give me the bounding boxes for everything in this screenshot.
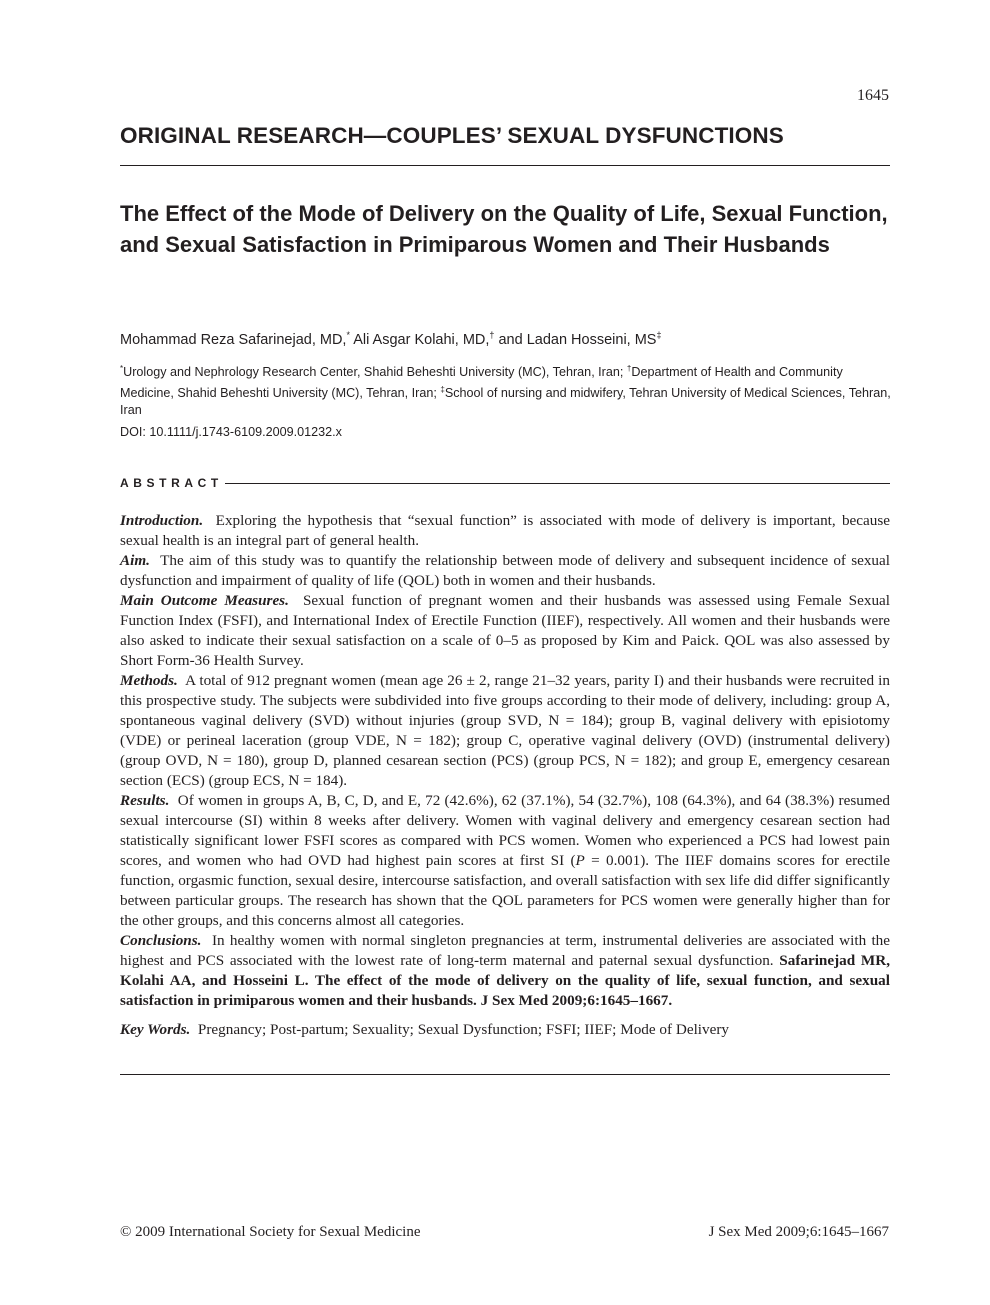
section-lead: Conclusions. <box>120 932 202 949</box>
section-text: Exploring the hypothesis that “sexual function” is associated with mode of delivery is important, because sexual health is an integral part of general health. <box>120 512 891 549</box>
abstract-end-divider <box>120 1074 890 1075</box>
abstract-label: ABSTRACT <box>120 476 223 490</box>
doi: DOI: 10.1111/j.1743-6109.2009.01232.x <box>120 425 342 439</box>
abstract-main-outcome-measures <box>120 591 890 671</box>
section-text: Sexual function of pregnant women and their husbands was assessed using Female Sexual Function Index (FSFI), and International Index of Erectile Function (IIEF), respectively. All women and their husbands were also asked to indicate their sexual satisfaction on a scale of 0–5 as proposed by Kim and Paick. QOL was also assessed by Short Form-36 Health Survey. <box>120 592 891 669</box>
section-lead: Results. <box>120 792 170 809</box>
affiliation-mark: ‡ <box>656 330 662 340</box>
p-value-symbol: P <box>575 852 585 869</box>
keywords-text: Pregnancy; Post-partum; Sexuality; Sexual Dysfunction; FSFI; IIEF; Mode of Delivery <box>197 1021 730 1038</box>
section-text: A total of 912 pregnant women (mean age 26 ± 2, range 21–32 years, parity I) and their husbands were recruited in this prospective study. The subjects were subdivided into five groups according to their mode of delivery, including: group A, spontaneous vaginal delivery (SVD) without injuries (group SVD, N = 184); group B, vaginal delivery with episiotomy (VDE) or perineal laceration (group VDE, N = 182); group C, operative vaginal delivery (OVD) (instrumental delivery) (group OVD, N = 180), group D, planned cesarean section (PCS) (group PCS, N = 182); and group E, emergency cesarean section (ECS) (group ECS, N = 184). <box>120 672 890 789</box>
affiliation-text: Urology and Nephrology Research Center, Shahid Beheshti University (MC), Tehran, Iran; <box>123 365 624 379</box>
section-divider <box>120 165 890 166</box>
section-title: ORIGINAL RESEARCH—COUPLES’ SEXUAL DYSFUNCTIONS <box>120 123 784 148</box>
section-lead: Methods. <box>120 672 178 689</box>
abstract-heading-rule <box>225 483 890 484</box>
author-name: Ladan Hosseini, MS <box>526 332 657 348</box>
affiliations <box>120 360 892 419</box>
abstract-methods <box>120 671 890 791</box>
affiliation-text: Department of Health and Community Medicine, Shahid Beheshti University (MC), Tehran, Iran; <box>120 365 843 400</box>
copyright-notice: © 2009 International Society for Sexual Medicine <box>120 1224 421 1240</box>
affiliation-text: School of nursing and midwifery, Tehran University of Medical Sciences, Tehran, Iran <box>120 386 891 417</box>
citation: Safarinejad MR, Kolahi AA, and Hosseini L. The effect of the mode of delivery on the quality of life, sexual function, and sexual satisfaction in primiparous women and their husbands. J Sex Med 2009;6:1645–1667. <box>120 952 891 1009</box>
section-text: = 0.001). The IIEF domains scores for erectile function, orgasmic function, sexual desire, intercourse satisfaction, and overall satisfaction with sex life did differ significantly between particular groups. The research has shown that the QOL parameters for PCS women were generally higher than for the other groups, and this concerns almost all categories. <box>120 852 891 929</box>
abstract-introduction <box>120 511 890 551</box>
page-number: 1645 <box>857 87 889 104</box>
keywords-label: Key Words. <box>120 1021 191 1038</box>
section-lead: Main Outcome Measures. <box>120 592 289 609</box>
abstract-results <box>120 791 890 931</box>
article-title: The Effect of the Mode of Delivery on the Quality of Life, Sexual Function, and Sexual Satisfaction in Primiparous Women and Their Husbands <box>120 201 888 257</box>
affiliation-mark: † <box>626 364 632 373</box>
abstract-conclusions <box>120 931 890 1011</box>
section-lead: Introduction. <box>120 512 204 529</box>
abstract-aim <box>120 551 890 591</box>
affiliation-mark: * <box>346 330 350 340</box>
abstract-body <box>120 511 890 1011</box>
section-lead: Aim. <box>120 552 150 569</box>
author-name: Mohammad Reza Safarinejad, MD, <box>120 332 347 348</box>
affiliation-mark: † <box>489 330 495 340</box>
affiliation-mark: * <box>120 364 124 373</box>
author-name: Ali Asgar Kolahi, MD, <box>353 332 490 348</box>
author-conjunction: and <box>498 332 523 348</box>
journal-citation: J Sex Med 2009;6:1645–1667 <box>708 1224 889 1240</box>
section-text: Of women in groups A, B, C, D, and E, 72 (42.6%), 62 (37.1%), 54 (32.7%), 108 (64.3%), and 64 (38.3%) resumed sexual intercourse (SI) within 8 weeks after delivery. Women with vaginal delivery and emergency cesarean section had statistically significant lower FSFI scores as compared with PCS women. Women who experienced a PCS had lowest pain scores, and women who had OVD had highest pain scores at first SI ( <box>120 792 891 869</box>
abstract-heading <box>120 476 890 490</box>
section-text: The aim of this study was to quantify the relationship between mode of delivery and subsequent incidence of sexual dysfunction and impairment of quality of life (QOL) both in women and their husbands. <box>120 552 890 589</box>
affiliation-mark: ‡ <box>440 385 445 394</box>
author-list <box>120 330 890 348</box>
keywords <box>120 1020 890 1040</box>
section-text: In healthy women with normal singleton pregnancies at term, instrumental deliveries are associated with the highest and PCS associated with the lowest rate of long-term maternal and paternal sexual dysfunction. <box>120 932 890 969</box>
